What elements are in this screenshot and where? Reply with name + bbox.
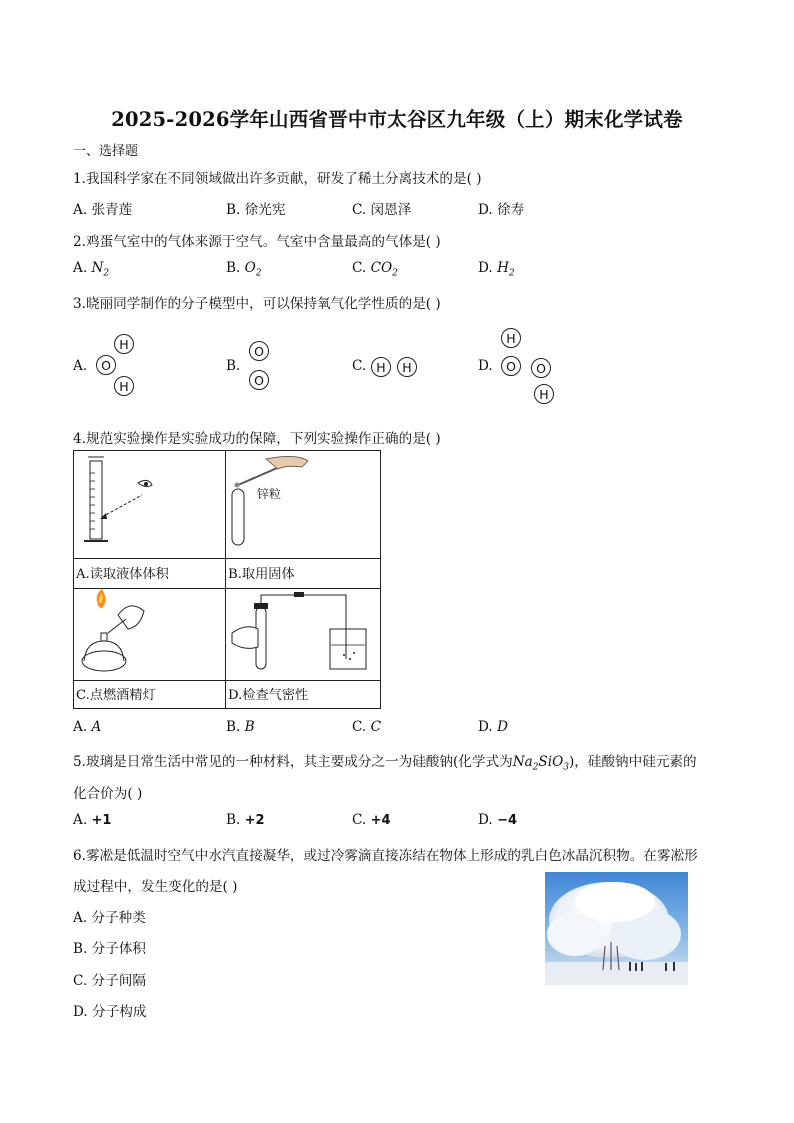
formula [370, 260, 398, 279]
option-value: B [244, 719, 255, 735]
cell-label-b: B.取用固体 [228, 567, 295, 582]
subscript: 2 [392, 268, 398, 279]
q1-option-d[interactable]: D. 徐寿 [478, 202, 525, 218]
q1-stem: 1.我国科学家在不同领域做出许多贡献，研发了稀土分离技术的是( ) [73, 171, 482, 187]
option-letter: D. [478, 812, 498, 828]
subscript: 2 [532, 762, 539, 773]
option-value: +4 [370, 813, 391, 828]
oxygen-atom: O [501, 356, 521, 376]
subscript: 2 [255, 268, 262, 279]
hydrogen-atom: H [114, 376, 134, 396]
hydrogen-atom: H [534, 384, 554, 404]
hydrogen-atom: H [397, 357, 417, 377]
option-letter: C. [352, 812, 371, 828]
option-value: C [370, 719, 381, 735]
element: O [244, 260, 256, 276]
oxygen-atom: O [96, 355, 116, 375]
q6-stem-line1: 6.雾凇是低温时空气中水汽直接凝华，或过冷雾滴直接冻结在物体上形成的乳白色冰晶沉积物。在雾凇形 [73, 848, 698, 864]
cell-label-d: D.检查气密性 [228, 688, 309, 703]
subscript: 2 [103, 268, 110, 279]
subscript: 2 [508, 268, 515, 279]
test-tube-solid-illustration [226, 451, 380, 558]
q2-option-c[interactable] [352, 260, 398, 279]
option-letter: D. [478, 260, 498, 276]
q4-option-b[interactable] [226, 719, 255, 735]
q2-option-d[interactable] [478, 260, 515, 279]
element: Na [512, 754, 533, 770]
element: SiO [538, 754, 564, 770]
q6-option-c[interactable]: C. 分子间隔 [73, 973, 146, 989]
section-heading: 一、选择题 [73, 144, 139, 159]
option-letter: B. [226, 812, 245, 828]
option-letter: B. [226, 719, 245, 735]
option-value: −4 [497, 813, 518, 828]
element: H [497, 260, 509, 276]
q6-stem-line2: 成过程中，发生变化的是( ) [73, 879, 238, 895]
formula [497, 260, 515, 279]
airtightness-illustration [226, 589, 380, 680]
hydrogen-atom: H [114, 334, 134, 354]
experiment-table [73, 450, 381, 709]
cell-label-a: A.读取液体体积 [76, 567, 169, 582]
q1-option-b[interactable]: B. 徐光宪 [226, 202, 286, 218]
q2-stem: 2.鸡蛋气室中的气体来源于空气。气室中含量最高的气体是( ) [73, 234, 441, 250]
q3-stem: 3.晓丽同学制作的分子模型中，可以保持氧气化学性质的是( ) [73, 296, 441, 312]
formula [244, 260, 262, 279]
option-letter: A. [73, 260, 92, 276]
q3-option-a[interactable]: A. [73, 358, 88, 374]
option-value: A [91, 719, 102, 735]
option-letter: C. [352, 260, 371, 276]
q5-option-c[interactable] [352, 812, 391, 828]
row-divider [74, 558, 380, 559]
option-letter: C. [352, 719, 371, 735]
graduated-cylinder-illustration [74, 451, 225, 558]
q2-option-b[interactable] [226, 260, 262, 279]
q4-option-a[interactable] [73, 719, 101, 735]
q5-option-b[interactable] [226, 812, 265, 828]
option-value: +2 [244, 813, 265, 828]
rime-tree-photo [545, 872, 688, 985]
q5-option-d[interactable] [478, 812, 517, 828]
oxygen-atom: O [531, 358, 551, 378]
q6-option-a[interactable]: A. 分子种类 [73, 910, 146, 926]
q4-option-c[interactable] [352, 719, 381, 735]
sodium-silicate-formula [512, 754, 569, 773]
q5-stem-part-b: )，硅酸钠中硅元素的 [568, 754, 697, 770]
q3-option-d[interactable]: D. [478, 358, 493, 374]
oxygen-atom: O [249, 341, 269, 361]
q5-option-a[interactable] [73, 812, 111, 828]
q5-stem-part-a: 5.玻璃是日常生活中常见的一种材料，其主要成分之一为硅酸钠(化学式为 [73, 754, 513, 770]
oxygen-atom: O [249, 370, 269, 390]
zinc-label: 锌粒 [257, 487, 282, 501]
hydrogen-atom: H [371, 357, 391, 377]
q4-option-d[interactable] [478, 719, 508, 735]
formula [91, 260, 110, 279]
row-divider [74, 680, 380, 681]
q2-option-a[interactable] [73, 260, 109, 279]
element: N [91, 260, 104, 276]
q4-stem: 4.规范实验操作是实验成功的保障，下列实验操作正确的是( ) [73, 431, 441, 447]
option-letter: D. [478, 719, 498, 735]
option-letter: A. [73, 812, 92, 828]
option-value: D [497, 719, 508, 735]
alcohol-lamp-illustration [74, 589, 225, 680]
hydrogen-atom: H [501, 328, 521, 348]
q3-option-b[interactable]: B. [226, 358, 241, 374]
subscript: 3 [563, 762, 569, 773]
q5-stem [73, 750, 697, 773]
option-letter: A. [73, 719, 92, 735]
option-value: +1 [91, 813, 112, 828]
q1-option-c[interactable]: C. 闵恩泽 [352, 202, 412, 218]
q6-option-b[interactable]: B. 分子体积 [73, 941, 147, 957]
q5-stem-line2: 化合价为( ) [73, 786, 143, 802]
element: CO [370, 260, 393, 276]
cell-label-c: C.点燃酒精灯 [76, 688, 156, 703]
option-letter: B. [226, 260, 245, 276]
exam-title: 2025-2026学年山西省晋中市太谷区九年级（上）期末化学试卷 [111, 108, 683, 131]
q1-option-a[interactable]: A. 张青莲 [73, 202, 133, 218]
q3-option-c[interactable]: C. [352, 358, 367, 374]
q6-option-d[interactable]: D. 分子构成 [73, 1004, 147, 1020]
